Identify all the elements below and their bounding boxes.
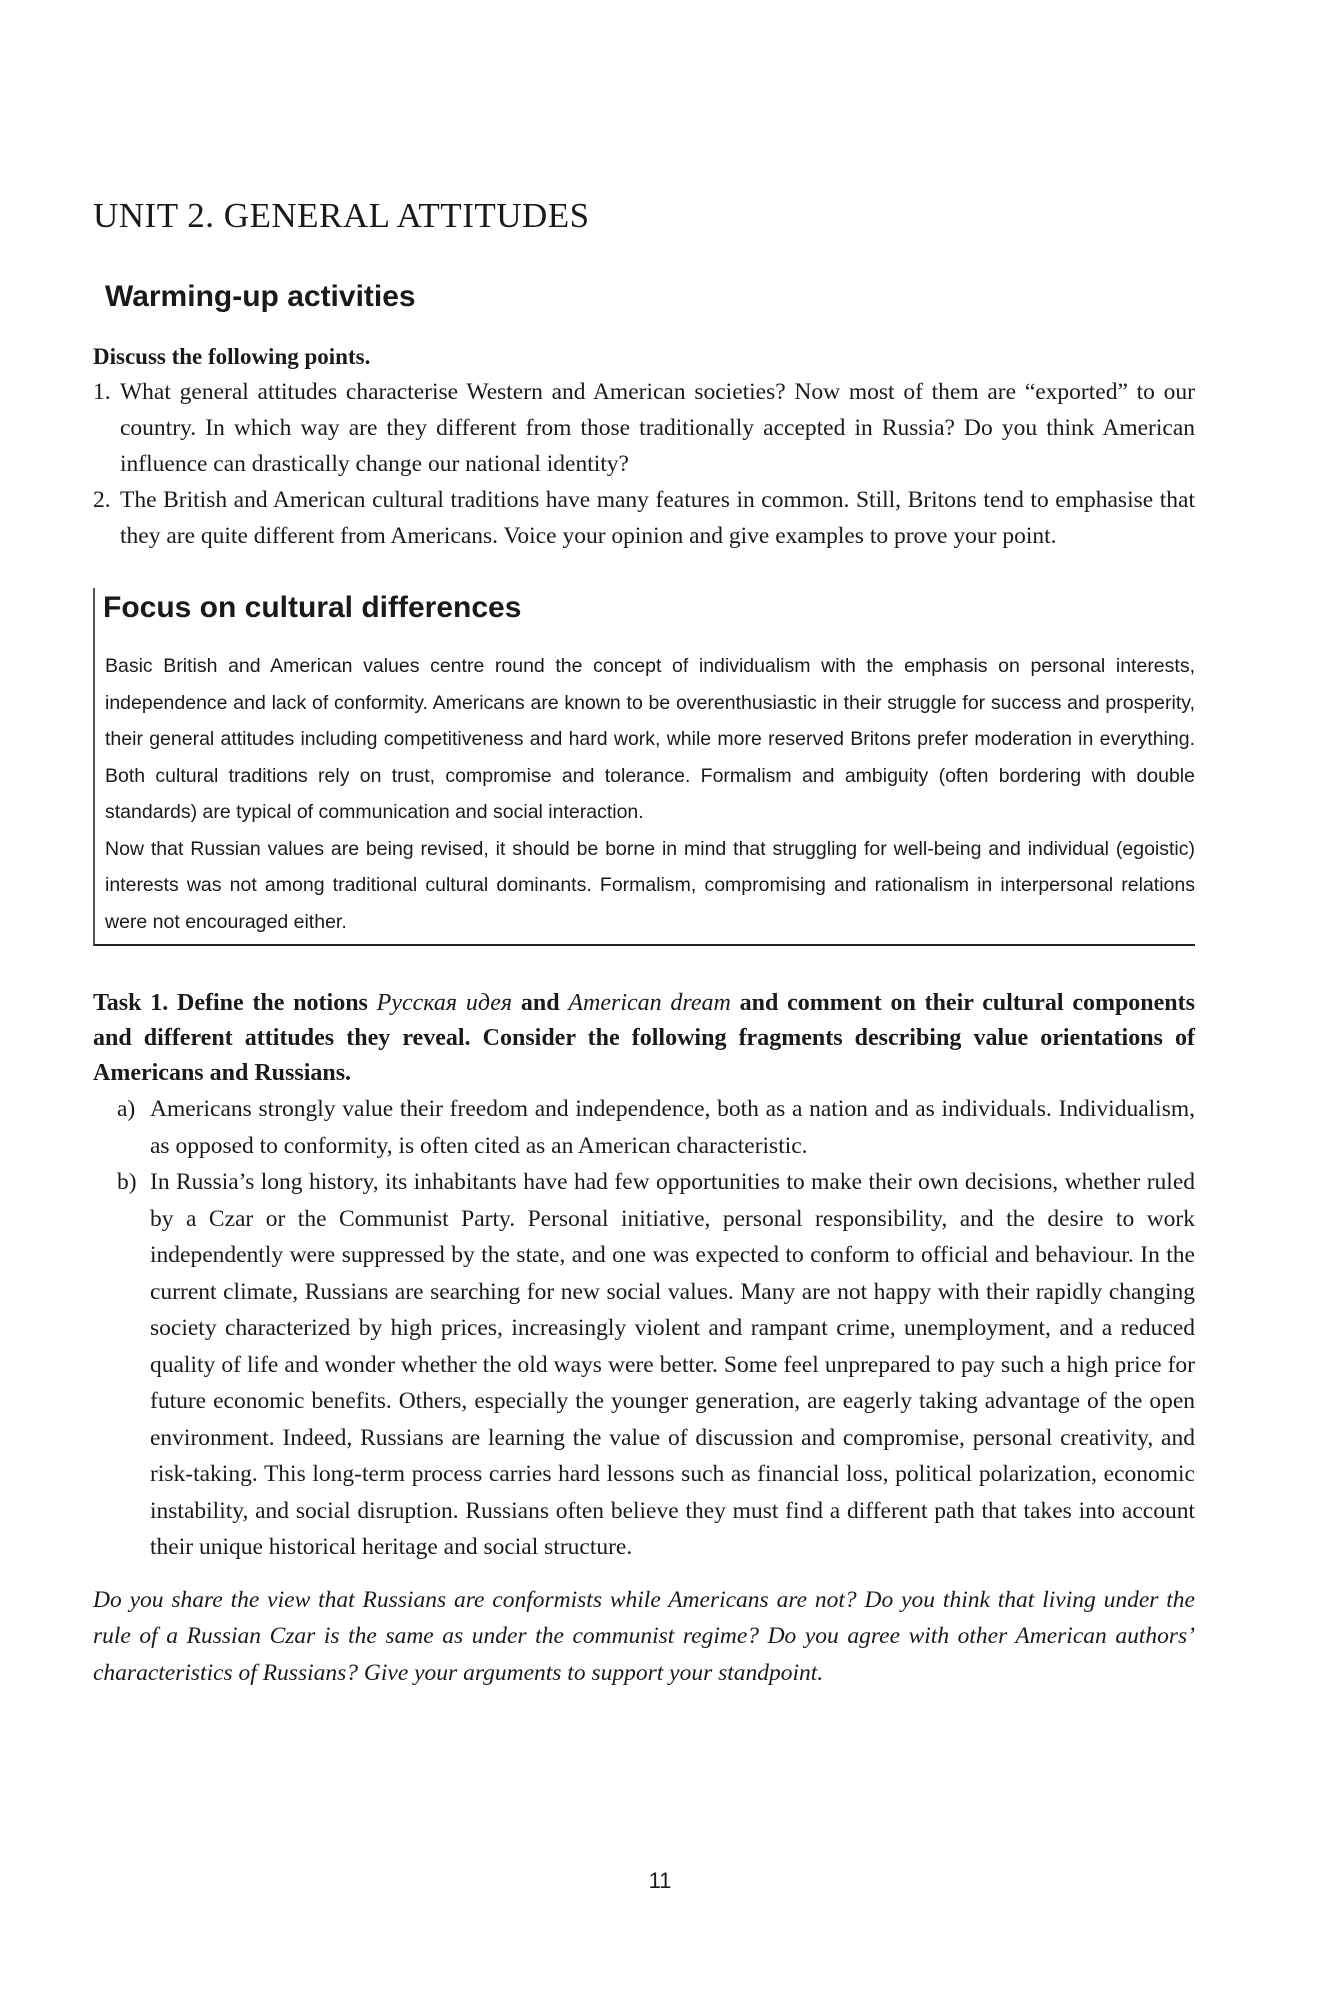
fragment-text: In Russia’s long history, its inhabitants have had few opportunities to make their own decisions, whether ruled by a Czar or the Communist Party. Personal initiative, personal responsibility, and the desire to work independently were suppressed by the state, and one was expected to conform to official and behaviour. In the current climate, Russians are searching for new social values. Many are not happy with their rapidly changing society characterized by high prices, increasingly violent and rampant crime, unemployment, and a reduced quality of life and wonder whether the old ways were better. Some feel unprepared to pay such a high price for future economic benefits. Others, especially the younger generation, are eagerly taking advantage of the open environment. Indeed, Russians are learning the value of discussion and compromise, personal creativity, and risk-taking. This long-term process carries hard lessons such as financial loss, political polarization, economic instability, and social disruption. Russians often believe they must find a different path that takes into account their unique historical heritage and social structure. xyxy=(150,1169,1195,1560)
fragment-label: a) xyxy=(117,1096,136,1122)
focus-heading: Focus on cultural differences xyxy=(103,591,522,624)
list-item xyxy=(93,1164,1195,1566)
point-number: 2. xyxy=(93,487,111,513)
term-russian-idea: Русская идея xyxy=(376,990,513,1016)
fragments-list xyxy=(93,1091,1195,1566)
task-1-instruction xyxy=(93,986,1195,1091)
task-text-part2: and comment on their cultural components and different attitudes they reveal. Consider the following fragments describing value orientations of Americans and Russians. xyxy=(93,990,1195,1086)
focus-box xyxy=(93,588,1195,946)
unit-title: UNIT 2. GENERAL ATTITUDES xyxy=(93,196,590,235)
focus-paragraph: Now that Russian values are being revised, it should be borne in mind that struggling for well-being and individual (egoistic) interests was not among traditional cultural dominants. Formalism, compromising and rationalism in interpersonal relations were not encouraged either. xyxy=(105,837,1195,933)
discussion-question: Do you share the view that Russians are conformists while Americans are not? Do you think that living under the rule of a Russian Czar is the same as under the communist regime? Do you agree with other American authors’ characteristics of Russians? Give your arguments to support your standpoint. xyxy=(93,1586,1195,1686)
fragment-text: Americans strongly value their freedom and independence, both as a nation and as individuals. Individualism, as opposed to conformity, is often cited as an American characteristic. xyxy=(150,1096,1195,1159)
warming-up-heading: Warming-up activities xyxy=(105,280,416,313)
focus-body xyxy=(95,648,1195,940)
discussion-points xyxy=(93,374,1195,554)
fragment-label: b) xyxy=(117,1169,137,1195)
point-text: What general attitudes characterise Western and American societies? Now most of them are “exported” to our country. In which way are they different from those traditionally accepted in Russia? Do you think American influence can drastically change our national identity? xyxy=(120,379,1195,477)
list-item xyxy=(93,482,1195,554)
discuss-instruction: Discuss the following points. xyxy=(93,344,371,369)
list-item xyxy=(93,1091,1195,1164)
point-number: 1. xyxy=(93,379,111,405)
page-content xyxy=(93,196,1195,1691)
point-text: The British and American cultural traditions have many features in common. Still, Britons tend to emphasise that they are quite different from Americans. Voice your opinion and give examples to prove your point. xyxy=(120,487,1195,549)
page-number: 11 xyxy=(648,1868,672,1893)
list-item xyxy=(93,374,1195,482)
task-text-part1: Define the notions xyxy=(177,990,368,1016)
task-label: Task 1. xyxy=(93,990,169,1016)
term-american-dream: American dream xyxy=(568,990,731,1016)
focus-paragraph: Basic British and American values centre round the concept of individualism with the emphasis on personal interests, independence and lack of conformity. Americans are known to be overenthusiastic in their struggle for success and prosperity, their general attitudes including competitiveness and hard work, while more reserved Britons prefer moderation in everything. Both cultural traditions rely on trust, compromise and tolerance. Formalism and ambiguity (often bordering with double standards) are typical of communication and social interaction. xyxy=(105,655,1195,823)
task-and: and xyxy=(520,990,560,1016)
